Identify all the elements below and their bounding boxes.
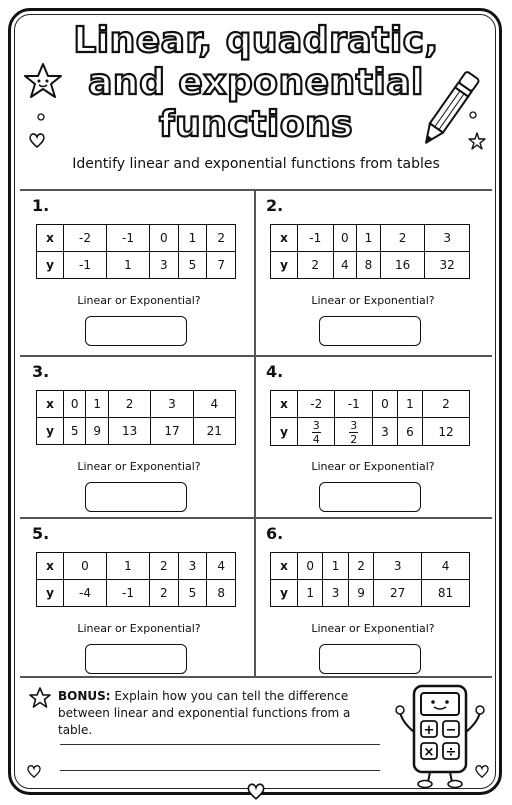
table-cell: 2 — [348, 553, 373, 580]
table-cell: 8 — [207, 580, 236, 607]
problem-6 — [256, 518, 490, 680]
question-label: Linear or Exponential? — [311, 622, 435, 635]
question-label: Linear or Exponential? — [77, 622, 201, 635]
answer-line[interactable] — [60, 744, 380, 745]
y-row-label: y — [271, 418, 298, 446]
x-row-label: x — [271, 553, 298, 580]
table-cell: 3 — [374, 553, 422, 580]
table-cell: 4 — [422, 553, 470, 580]
bonus-label: BONUS: — [58, 689, 111, 703]
calculator-key: + — [423, 723, 435, 738]
question-label: Linear or Exponential? — [77, 294, 201, 307]
problem-number: 5. — [32, 524, 50, 543]
question-label: Linear or Exponential? — [311, 294, 435, 307]
table-cell — [335, 418, 372, 446]
table-cell: 9 — [86, 418, 108, 445]
table-cell: 3 — [178, 553, 207, 580]
table-cell: -4 — [64, 580, 107, 607]
x-row-label: x — [37, 553, 64, 580]
table-row — [271, 391, 470, 418]
table-cell: -1 — [298, 225, 334, 252]
table-cell: -1 — [335, 391, 372, 418]
table-row — [37, 553, 236, 580]
table-row — [37, 418, 236, 445]
table-cell: 2 — [150, 580, 179, 607]
table-cell: 5 — [178, 252, 207, 279]
table-cell: 1 — [107, 252, 150, 279]
calculator-key: − — [445, 723, 457, 738]
problem-number: 1. — [32, 196, 50, 215]
table-cell: 12 — [422, 418, 469, 446]
table-cell: 3 — [425, 225, 470, 252]
star-icon — [24, 62, 62, 100]
problem-grid — [22, 190, 490, 676]
table-cell: 0 — [64, 553, 107, 580]
table-cell: 3 — [323, 580, 348, 607]
table-row — [37, 252, 236, 279]
table-cell: 7 — [207, 252, 236, 279]
problem-number: 2. — [266, 196, 284, 215]
table-cell: 2 — [422, 391, 469, 418]
question-label: Linear or Exponential? — [77, 460, 201, 473]
table-cell: 4 — [193, 391, 235, 418]
worksheet-title: Linear, quadratic, and exponential functions — [73, 20, 439, 145]
table-row — [37, 225, 236, 252]
table-cell: 17 — [151, 418, 193, 445]
table-cell: 0 — [150, 225, 179, 252]
table-cell: 27 — [374, 580, 422, 607]
function-table — [270, 552, 470, 607]
table-row — [271, 225, 470, 252]
table-cell: 1 — [107, 553, 150, 580]
table-cell: 2 — [108, 391, 150, 418]
y-row-label: y — [37, 418, 64, 445]
table-cell: 0 — [64, 391, 86, 418]
table-cell: 16 — [380, 252, 425, 279]
worksheet-subtitle: Identify linear and exponential functions from tables — [72, 156, 440, 172]
answer-box[interactable] — [85, 644, 187, 674]
table-cell: 2 — [380, 225, 425, 252]
table-cell: 13 — [108, 418, 150, 445]
table-cell: 21 — [193, 418, 235, 445]
table-cell: 3 — [150, 252, 179, 279]
table-cell: 3 — [151, 391, 193, 418]
x-row-label: x — [271, 391, 298, 418]
function-table — [270, 224, 470, 279]
table-row — [271, 252, 470, 279]
table-cell: 2 — [150, 553, 179, 580]
table-row — [271, 418, 470, 446]
table-row — [271, 580, 470, 607]
table-cell: 4 — [207, 553, 236, 580]
table-cell: -1 — [107, 225, 150, 252]
table-cell: 32 — [425, 252, 470, 279]
function-table — [36, 390, 236, 445]
problem-3 — [22, 356, 256, 518]
x-row-label: x — [37, 391, 64, 418]
y-row-label: y — [271, 252, 298, 279]
x-row-label: x — [271, 225, 298, 252]
table-cell: 81 — [422, 580, 470, 607]
sparkle-icon — [36, 112, 46, 122]
answer-box[interactable] — [85, 316, 187, 346]
star-small-icon — [468, 132, 486, 150]
bonus-text: Explain how you can tell the difference between linear and exponential functions from a table. — [58, 689, 351, 737]
function-table — [270, 390, 470, 446]
table-cell: 0 — [298, 553, 323, 580]
table-cell: 1 — [323, 553, 348, 580]
table-cell: 5 — [64, 418, 86, 445]
function-table — [36, 224, 236, 279]
problem-number: 3. — [32, 362, 50, 381]
bonus-prompt — [58, 688, 388, 739]
problem-number: 4. — [266, 362, 284, 381]
table-cell: 2 — [298, 252, 334, 279]
answer-box[interactable] — [85, 482, 187, 512]
table-row — [271, 553, 470, 580]
table-cell: 8 — [357, 252, 381, 279]
y-row-label: y — [271, 580, 298, 607]
table-cell: 0 — [333, 225, 357, 252]
problem-4 — [256, 356, 490, 518]
y-row-label: y — [37, 580, 64, 607]
heart-icon — [28, 132, 46, 148]
problem-1 — [22, 190, 256, 352]
table-cell: 4 — [333, 252, 357, 279]
heart-icon — [246, 782, 266, 800]
table-cell: 9 — [348, 580, 373, 607]
table-cell: 1 — [298, 580, 323, 607]
heart-icon — [26, 764, 42, 778]
problem-number: 6. — [266, 524, 284, 543]
table-cell: 0 — [372, 391, 397, 418]
table-cell: 6 — [397, 418, 422, 446]
y-row-label: y — [37, 252, 64, 279]
fraction: $\frac{3}{2}$ — [350, 419, 358, 446]
fraction: $\frac{3}{4}$ — [312, 419, 320, 446]
function-table — [36, 552, 236, 607]
table-cell: -2 — [64, 225, 107, 252]
table-cell: -1 — [107, 580, 150, 607]
table-cell: -1 — [64, 252, 107, 279]
calculator-key: ÷ — [445, 745, 457, 760]
problem-2 — [256, 190, 490, 352]
table-cell: 3 — [372, 418, 397, 446]
table-cell: 1 — [357, 225, 381, 252]
table-cell: 5 — [178, 580, 207, 607]
table-cell: 1 — [86, 391, 108, 418]
calculator-key: × — [423, 745, 435, 760]
problem-5 — [22, 518, 256, 680]
sparkle-icon — [468, 110, 478, 120]
table-cell: -2 — [298, 391, 335, 418]
table-cell: 1 — [178, 225, 207, 252]
answer-box[interactable] — [319, 482, 421, 512]
table-row — [37, 391, 236, 418]
star-icon — [28, 686, 52, 710]
table-row — [37, 580, 236, 607]
table-cell: 2 — [207, 225, 236, 252]
question-label: Linear or Exponential? — [311, 460, 435, 473]
x-row-label: x — [37, 225, 64, 252]
answer-line[interactable] — [60, 770, 380, 771]
answer-box[interactable] — [319, 316, 421, 346]
table-cell — [298, 418, 335, 446]
table-cell: 1 — [397, 391, 422, 418]
heart-icon — [474, 764, 490, 778]
answer-box[interactable] — [319, 644, 421, 674]
